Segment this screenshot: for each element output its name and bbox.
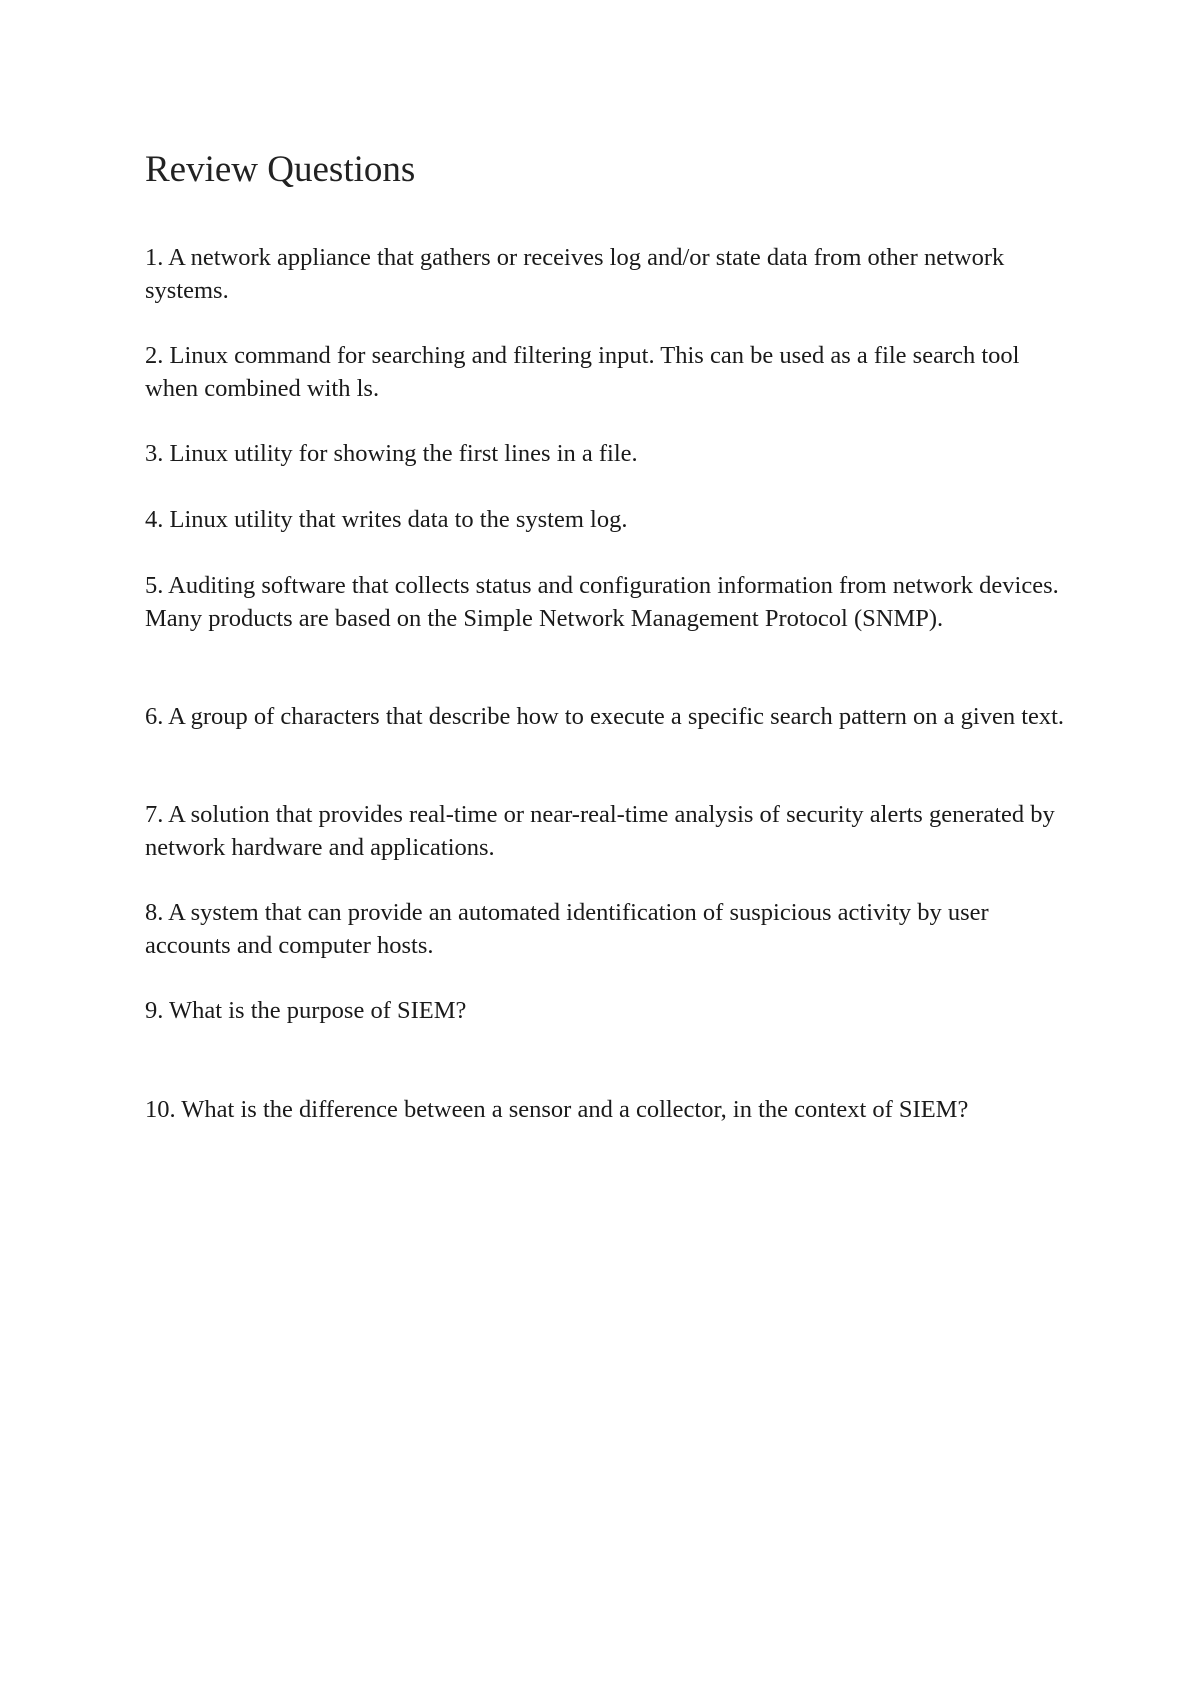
question-6: 6. A group of characters that describe how to execute a specific search pattern on a given text.: [145, 703, 1065, 730]
page-title: Review Questions: [145, 149, 416, 190]
question-2: 2. Linux command for searching and filtering input. This can be used as a file search tool when combined with ls.: [145, 342, 1020, 402]
question-10: 10. What is the difference between a sensor and a collector, in the context of SIEM?: [145, 1096, 969, 1123]
question-7: 7. A solution that provides real-time or near-real-time analysis of security alerts generated by network hardware and applications.: [145, 801, 1055, 861]
question-8: 8. A system that can provide an automated identification of suspicious activity by user accounts and computer hosts.: [145, 899, 989, 959]
question-9: 9. What is the purpose of SIEM?: [145, 997, 467, 1024]
question-3: 3. Linux utility for showing the first lines in a file.: [145, 440, 638, 467]
question-5: 5. Auditing software that collects status and configuration information from network devices. Many products are based on the Simple Network Management Protocol (SNMP).: [145, 572, 1059, 632]
question-4: 4. Linux utility that writes data to the system log.: [145, 506, 628, 533]
question-1: 1. A network appliance that gathers or receives log and/or state data from other network systems.: [145, 244, 1005, 304]
